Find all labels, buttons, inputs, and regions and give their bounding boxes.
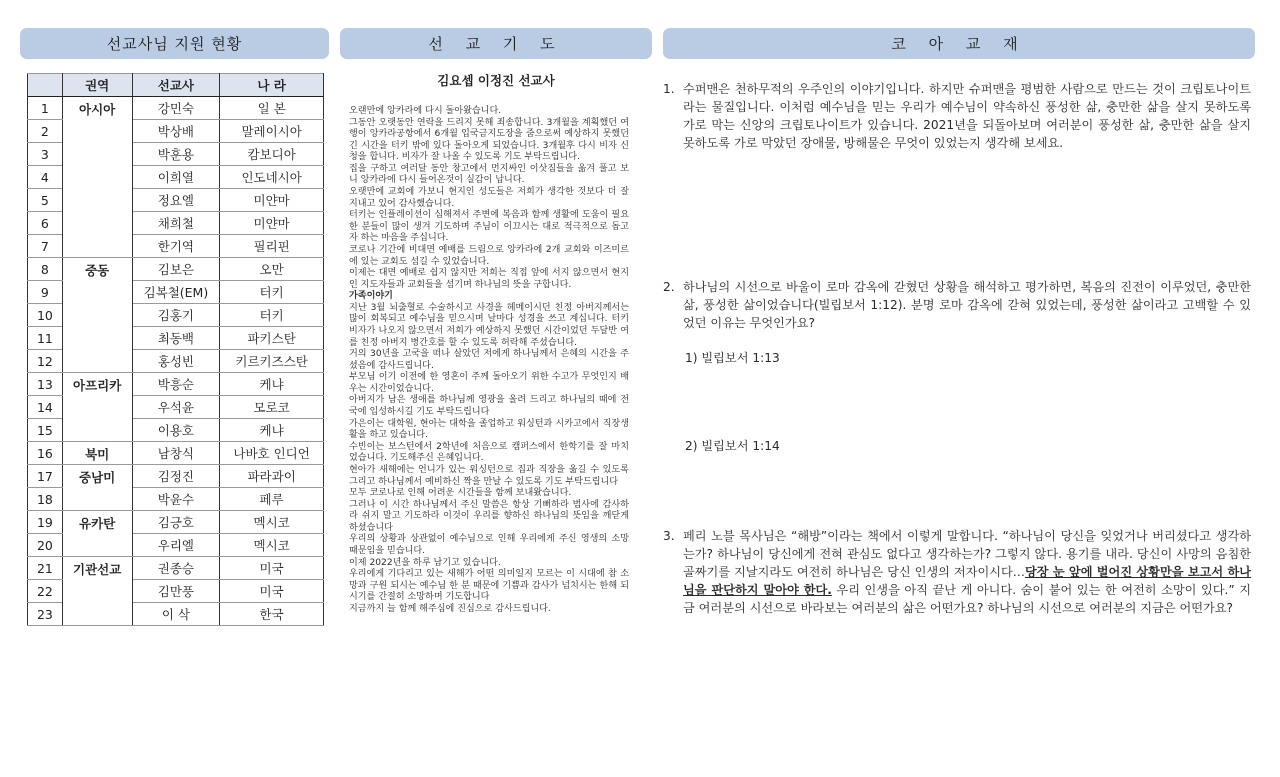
missionary-table: [27, 73, 324, 626]
core-section-header: [663, 28, 1255, 59]
country-name: 파키스탄: [220, 327, 324, 350]
prayer-paragraph: 터키는 인플레이션이 심해져서 주변에 복음과 함께 생활에 도움이 필요한 분들이 많이 생겨 기도하며 주님이 이끄시는 대로 적극적으로 돕고자 하는 마음을 주십니다.: [349, 210, 629, 244]
country-name: 미국: [220, 557, 324, 580]
missionary-name: 이희열: [132, 166, 220, 189]
missionary-name: 정요엘: [132, 189, 220, 212]
missionary-name: 남창식: [132, 442, 220, 465]
table-row: [28, 465, 324, 488]
prayer-paragraph: 우리에게 기다리고 있는 새해가 어떤 의미일지 모르는 이 시대에 참 소망과 구원 되시는 예수님 한 분 때문에 기쁨과 감사가 넘치시는 한해 되시기를 간절히 소망하며 기도합니다: [349, 569, 629, 603]
emphasized-quote: 당장 눈 앞에 벌어진 상황만을 보고서 하나님을 판단하지 말아야 한다.: [683, 565, 1251, 597]
prayer-paragraph: 가은이는 대학원, 현아는 대학을 졸업하고 워싱턴과 시카고에서 직장생활을 하고 있습니다.: [349, 418, 629, 441]
question-2: [663, 278, 1251, 332]
country-name: 필리핀: [220, 235, 324, 258]
missionary-name: 김만풍: [132, 580, 220, 603]
row-number: 19: [28, 511, 63, 534]
row-number: 6: [28, 212, 63, 235]
row-number: 13: [28, 373, 63, 396]
country-name: 미얀마: [220, 212, 324, 235]
row-number: 8: [28, 258, 63, 281]
missionary-name: 박흥순: [132, 373, 220, 396]
missionary-name: 박상배: [132, 120, 220, 143]
sub-question-1: 1) 빌립보서 1:13: [685, 351, 780, 365]
prayer-paragraph: 거의 30년을 고국을 떠나 살았던 저에게 하나님께서 은혜의 시간을 주셨음에 감사드립니다.: [349, 349, 629, 371]
prayer-author-title: 김요셉 이정진 선교사: [437, 73, 555, 88]
question-number: 2.: [663, 280, 675, 294]
country-name: 나바호 인디언: [220, 442, 324, 465]
country-name: 멕시코: [220, 511, 324, 534]
prayer-paragraph: 지금까지 늘 함께 해주심에 진심으로 감사드립니다.: [349, 603, 551, 614]
header-cell-country: 나 라: [220, 74, 324, 97]
row-number: 1: [28, 97, 63, 120]
row-number: 14: [28, 396, 63, 419]
region-cell: 아프리카: [62, 373, 132, 442]
question-text: [683, 527, 1251, 617]
country-name: 말레이시아: [220, 120, 324, 143]
country-name: 일 본: [220, 97, 324, 120]
question-text: 수퍼맨은 천하무적의 우주인의 이야기입니다. 하지만 슈퍼맨을 평범한 사람으로 만드는 것이 크립토나이트라는 물질입니다. 이처럼 예수님을 믿는 우리가 예수님이 약속하신 풍성한 삶, 충만한 삶을 살지 못하도록 가로 막는 신앙의 크립토나이트가 있습니다. 2021년을 되돌아보며 여러분이 풍성한 삶, 충만한 삶을 살지 못하도록 가로 막았던 장애물, 방해물은 무엇이 있었는지 생각해 보세요.: [683, 82, 1251, 150]
country-name: 멕시코: [220, 534, 324, 557]
row-number: 21: [28, 557, 63, 580]
country-name: 오만: [220, 258, 324, 281]
country-name: 터키: [220, 304, 324, 327]
row-number: 12: [28, 350, 63, 373]
prayer-paragraph: 아버지가 남은 생애를 하나님께 영광을 올려 드리고 하나님의 때에 전국에 입성하시길 기도 부탁드립니다: [349, 395, 629, 418]
missionary-name: 이용호: [132, 419, 220, 442]
row-number: 23: [28, 603, 63, 626]
missionary-name: 김복철(EM): [132, 281, 220, 304]
prayer-paragraph: 부모님 이기 이전에 한 영혼이 주께 돌아오기 위한 수고가 무엇인지 배우는 시간이었습니다.: [349, 372, 629, 394]
row-number: 20: [28, 534, 63, 557]
prayer-paragraph: 그러나 이 시간 하나님께서 주신 말씀은 항상 기뻐하라 범사에 감사하라 쉬지 말고 기도하라 이것이 우리를 향하신 하나님의 뜻임을 깨닫게 하셨습니다: [349, 499, 629, 533]
missionary-name: 이 삭: [132, 603, 220, 626]
prayer-paragraph: 우리의 상황과 상관없이 예수님으로 인해 우리에게 주신 영생의 소망 때문임을 믿습니다.: [349, 534, 629, 556]
table-row: [28, 442, 324, 465]
country-name: 미국: [220, 580, 324, 603]
country-name: 인도네시아: [220, 166, 324, 189]
row-number: 7: [28, 235, 63, 258]
prayer-paragraph: 지난 3월 뇌출혈로 수술하시고 사경을 헤메이시던 친정 아버지께서는 많이 회복되고 예수님을 믿으시며 날마다 성경을 쓰고 계십니다. 터키 비자가 나오지 않으면서 저희가 예상하지 못했던 시간이었던 두달반 여를 친정 아버지 병간호를 할 수 있도록 허락해 주셨습니다.: [349, 302, 629, 348]
row-number: 3: [28, 143, 63, 166]
table-row: [28, 557, 324, 580]
table-header-row: [28, 74, 324, 97]
prayer-paragraph: 코로나 기간에 비대면 예배를 드림으로 앙카라에 2개 교회와 이즈미르에 있는 교회도 섬길 수 있었습니다.: [349, 244, 629, 267]
question-1: [663, 80, 1251, 152]
missionary-name: 김보은: [132, 258, 220, 281]
region-cell: 유카탄: [62, 511, 132, 557]
country-name: 페루: [220, 488, 324, 511]
table-row: [28, 373, 324, 396]
prayer-paragraph: 이제 2022년을 하루 남기고 있습니다.: [349, 557, 501, 568]
country-name: 파라과이: [220, 465, 324, 488]
row-number: 10: [28, 304, 63, 327]
table-row: [28, 258, 324, 281]
prayer-paragraph: 수빈이는 보스턴에서 2학년에 처음으로 캠퍼스에서 한학기를 잘 마치었습니다. 기도해주신 은혜입니다.: [349, 441, 629, 464]
country-name: 터키: [220, 281, 324, 304]
question-text: 하나님의 시선으로 바울이 로마 감옥에 갇혔던 상황을 해석하고 평가하면, 복음의 진전이 이루었던, 충만한 삶, 풍성한 삶이었습니다(빌립보서 1:12). 분명 로마 감옥에 갇혀 있었는데, 풍성한 삶이라고 고백할 수 있었던 이유는 무엇인가요?: [683, 280, 1251, 330]
prayer-section-title: 선 교 기 도: [428, 35, 564, 53]
country-name: 키르키즈스탄: [220, 350, 324, 373]
missionary-name: 홍성빈: [132, 350, 220, 373]
question-number: 1.: [663, 82, 675, 96]
row-number: 18: [28, 488, 63, 511]
prayer-paragraph: 집을 구하고 여러달 동안 창고에서 먼지싸인 이삿짐들을 옮겨 풀고 보니 앙카라에 다시 들어온것이 실감이 납니다.: [349, 163, 629, 186]
header-cell-missionary: 선교사: [132, 74, 220, 97]
missionary-name: 김홍기: [132, 304, 220, 327]
row-number: 17: [28, 465, 63, 488]
missionary-name: 우석윤: [132, 396, 220, 419]
region-cell: 기관선교: [62, 557, 132, 626]
family-story-heading: 가족이야기: [349, 291, 393, 302]
row-number: 16: [28, 442, 63, 465]
prayer-letter-body: [349, 106, 629, 615]
missionary-name: 강민숙: [132, 97, 220, 120]
region-cell: 중동: [62, 258, 132, 373]
prayer-paragraph: 오랜만에 앙카라에 다시 돌아왔습니다.: [349, 106, 502, 116]
country-name: 캄보디아: [220, 143, 324, 166]
missionaries-section-title: 선교사님 지원 현황: [106, 35, 243, 53]
core-section-title: 코 아 교 재: [891, 35, 1027, 53]
header-cell-number: [28, 74, 63, 97]
header-cell-region: 권역: [62, 74, 132, 97]
prayer-paragraph: 이제는 대면 예배로 쉽지 않지만 저희는 직접 앞에 서지 않으면서 현지인 지도자들과 교회들을 섬기며 하나님의 뜻을 구합니다.: [349, 268, 629, 290]
country-name: 미얀마: [220, 189, 324, 212]
country-name: 한국: [220, 603, 324, 626]
prayer-paragraph: 오랫만에 교회에 가보니 현지인 성도들은 저희가 생각한 것보다 더 잘 지내고 있어 감사했습니다.: [349, 187, 629, 209]
missionary-name: 박훈용: [132, 143, 220, 166]
prayer-paragraph: 모두 코로나로 인해 어려운 시간들을 함께 보내왔습니다.: [349, 488, 572, 499]
table-row: [28, 511, 324, 534]
missionary-name: 최동백: [132, 327, 220, 350]
row-number: 5: [28, 189, 63, 212]
missionary-name: 우리엘: [132, 534, 220, 557]
row-number: 4: [28, 166, 63, 189]
missionary-name: 박윤수: [132, 488, 220, 511]
row-number: 11: [28, 327, 63, 350]
prayer-paragraph: 그동안 오랫동안 연락을 드리지 못해 죄송합니다. 3개월을 계획했던 여행이 앙카라공항에서 6개월 입국금지도장을 줌으로써 예상하지 못했던 긴 시간을 터키 밖에 있다 돌아오게 되었습니다. 3개월후 다시 비자 신청을 합니다. 비자가 잘 나올 수 있도록 기도 부탁드립니다.: [349, 117, 629, 163]
prayer-paragraph: 현아가 새해에는 언니가 있는 워싱턴으로 집과 직장을 옮길 수 있도록 그리고 하나님께서 예비하신 짝을 만날 수 있도록 기도 부탁드립니다: [349, 464, 629, 487]
table-row: [28, 97, 324, 120]
missionary-name: 김정진: [132, 465, 220, 488]
missionary-name: 채희철: [132, 212, 220, 235]
country-name: 모로코: [220, 396, 324, 419]
missionary-name: 김긍호: [132, 511, 220, 534]
missionary-name: 한기역: [132, 235, 220, 258]
region-cell: 북미: [62, 442, 132, 465]
missionaries-section-header: [20, 28, 329, 59]
question-3: [663, 527, 1251, 617]
row-number: 15: [28, 419, 63, 442]
region-cell: 아시아: [62, 97, 132, 258]
question-text-intro: 페리 노블 목사님은 “해방”이라는 책에서 이렇게 말합니다. “하나님이 당신을 잊었거나 버리셨다고 생각하는가? 하나님이 당신에게 전혀 관심도 없다고 생각하는가? 그렇지 않다. 용기를 내라. 당신이 사망의 음침한 골짜기를 지날지라도 여전히 하나님은 당신 인생의 저자이시다…: [683, 529, 1251, 579]
prayer-section-header: [340, 28, 652, 59]
country-name: 케냐: [220, 419, 324, 442]
question-text-outro: 우리 인생을 아직 끝난 게 아니다. 숨이 붙어 있는 한 여전히 소망이 있다.” 지금 여러분의 시선으로 바라보는 여러분의 삶은 어떤가요? 하나님의 시선으로 여러분의 지금은 어떤가요?: [683, 583, 1252, 615]
question-number: 3.: [663, 529, 675, 543]
sub-question-2: 2) 빌립보서 1:14: [685, 439, 780, 453]
row-number: 9: [28, 281, 63, 304]
row-number: 2: [28, 120, 63, 143]
region-cell: 중남미: [62, 465, 132, 511]
country-name: 케냐: [220, 373, 324, 396]
row-number: 22: [28, 580, 63, 603]
missionary-name: 권종승: [132, 557, 220, 580]
